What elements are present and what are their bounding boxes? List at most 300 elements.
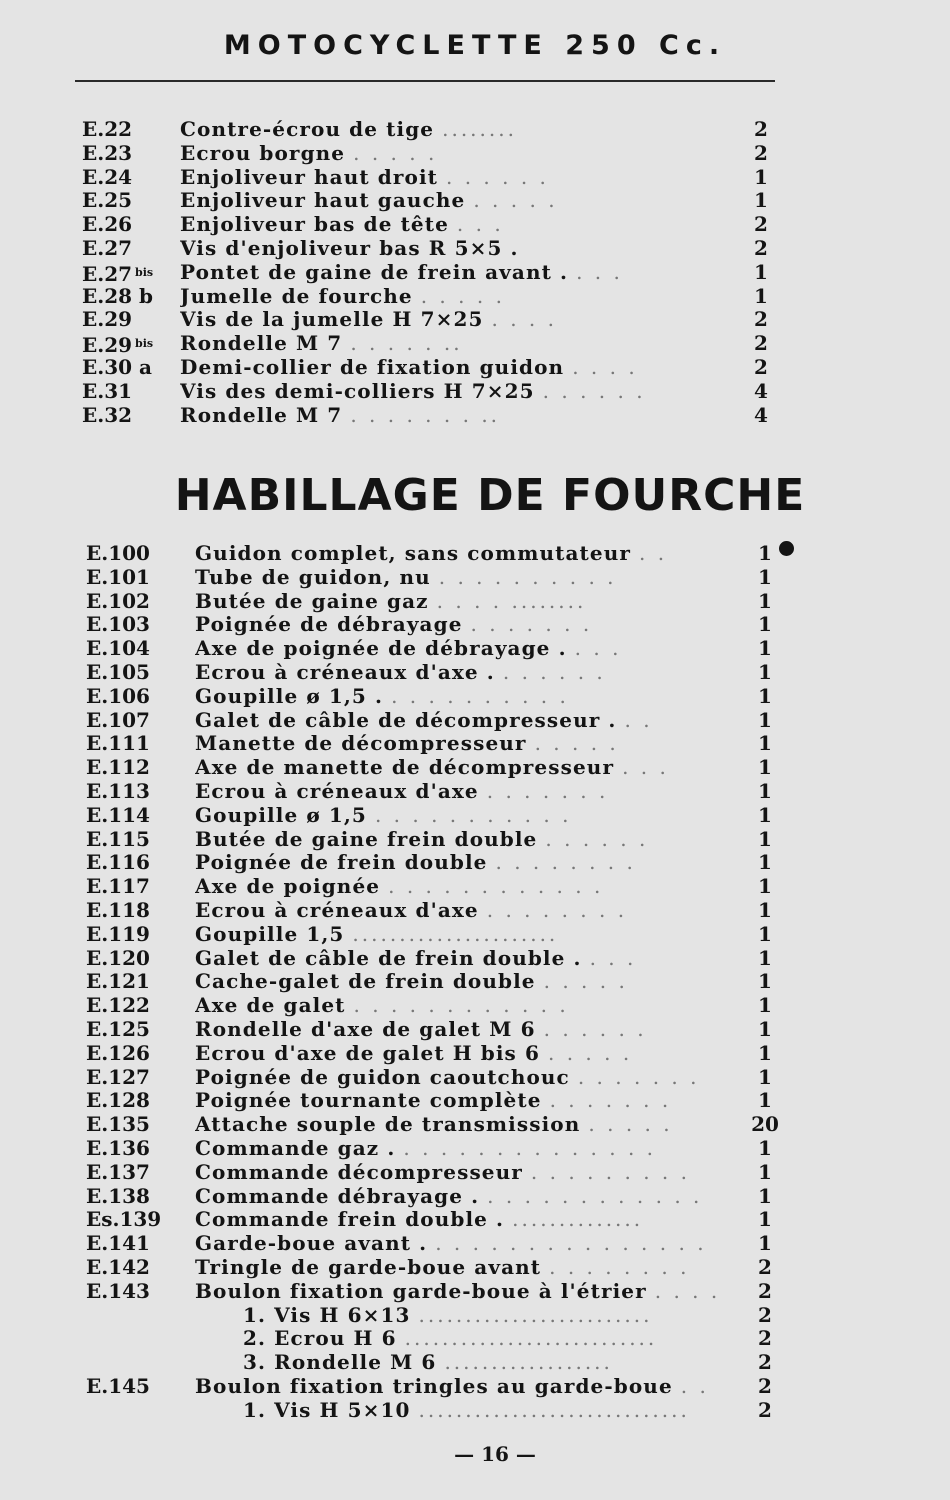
part-code-text: E.114 [86,802,150,827]
leader-dots: . . . . . . . [577,1065,700,1089]
part-quantity: 1 [758,945,772,970]
part-code-text: E.28 b [82,283,153,308]
part-description-text: Tube de guidon, nu [195,565,431,589]
leader-dots: . . . . . . [445,165,549,189]
part-row [0,685,950,709]
part-quantity: 1 [758,969,772,994]
part-code-text: E.135 [86,1112,150,1137]
part-description-text: Contre-écrou de tige [180,118,435,141]
part-description [195,685,725,709]
part-row [0,213,950,237]
part-row [0,542,950,566]
part-description-text: Manette de décompresseur [195,732,527,756]
leader-dots: . . [639,542,668,565]
part-code [82,166,132,190]
part-description [195,780,725,804]
parts-list-habillage [0,542,950,1422]
part-description [195,947,725,971]
part-row [0,1113,950,1137]
part-code-text: E.143 [86,1278,150,1303]
part-code [86,1208,161,1232]
part-description [195,804,725,828]
part-code [82,404,132,428]
part-code-text: E.105 [86,659,150,684]
header-rule [75,80,775,82]
leader-dots: ............................. [418,1398,690,1422]
page-number: — 16 — [454,1442,536,1466]
part-code [86,1256,150,1280]
part-row [0,875,950,899]
part-quantity: 1 [758,636,772,661]
part-code [86,661,150,685]
part-code-text: E.113 [86,778,150,803]
part-code [86,1185,150,1209]
leader-dots: . . . . . . . . . . . [374,803,572,827]
part-description [243,1351,723,1375]
leader-dots: .............. [512,1208,644,1232]
part-description-text: Ecrou d'axe de galet H bis 6 [195,1041,540,1065]
part-code-text: E.106 [86,683,150,708]
leader-dots: . . . . . . . . . . [391,684,569,708]
part-description [195,613,725,637]
part-quantity: 4 [754,402,768,427]
part-row [0,851,950,875]
part-row [0,709,950,733]
part-description-text: Commande frein double . [195,1208,505,1232]
part-row [0,590,950,614]
part-code [86,542,150,566]
part-quantity: 1 [758,778,772,803]
part-code-text: E.126 [86,1040,150,1065]
part-code-text: E.100 [86,541,150,565]
leader-dots: . . . . . [534,732,619,756]
running-head: MOTOCYCLETTE 250 Cc. [223,30,727,61]
part-row [0,1304,950,1328]
part-code [86,590,150,614]
part-row [0,613,950,637]
part-quantity: 2 [754,235,768,260]
part-row [0,732,950,756]
part-row [0,756,950,780]
part-quantity: 1 [758,1207,772,1232]
part-row [0,1351,950,1375]
part-row [0,661,950,685]
part-row [0,118,950,142]
part-row [0,356,950,380]
part-description [195,899,725,923]
part-description [195,1185,725,1209]
leader-dots: . . . . . [473,189,558,213]
part-quantity: 1 [758,659,772,684]
part-code [86,851,150,875]
part-quantity: 2 [754,331,768,356]
part-code [86,709,150,733]
part-row [0,308,950,332]
part-code-text: E.30 a [82,354,152,379]
part-row [0,1089,950,1113]
part-description [180,356,740,380]
part-row [0,566,950,590]
part-description [180,213,740,237]
part-description [180,308,740,332]
part-description-text: Rondelle d'axe de galet M 6 [195,1017,536,1041]
parts-list-fork [0,118,950,427]
part-quantity: 1 [758,1159,772,1184]
part-quantity: 4 [754,378,768,403]
leader-dots: . . . . . . . . [549,1255,690,1279]
part-description-text: Ecrou borgne [180,141,346,165]
part-quantity: 1 [758,921,772,946]
part-code-text: E.27 [82,261,133,286]
part-quantity: 1 [758,1016,772,1041]
part-quantity: 1 [758,1088,772,1113]
part-quantity: 1 [754,259,768,284]
part-row [0,899,950,923]
part-quantity: 1 [758,850,772,875]
part-description-text: Pontet de gaine de frein avant . [180,260,569,284]
leader-dots: . . [680,1374,709,1398]
leader-dots: . . . . [654,1279,721,1303]
part-row [0,1327,950,1351]
part-description [195,1161,725,1185]
part-row [0,780,950,804]
part-code [86,970,150,994]
leader-dots: . . . . . . [542,379,646,403]
part-code-text: E.103 [86,612,150,637]
part-description [243,1304,723,1328]
part-code-text: E.122 [86,993,150,1018]
part-code [82,189,132,213]
part-code-text: E.117 [86,874,150,899]
part-code-text: E.22 [82,117,133,141]
part-description [195,590,725,614]
part-code-suffix: bis [135,337,154,351]
part-code-text: E.25 [82,188,133,213]
part-description [195,1256,725,1280]
part-row [0,1185,950,1209]
part-code-text: E.102 [86,588,150,613]
part-description [180,237,740,261]
part-code-text: E.145 [86,1373,150,1398]
leader-dots: . . . . ........ [436,589,587,613]
part-code [86,1161,150,1185]
leader-dots: . . . [576,260,623,284]
part-description-text: Boulon fixation garde-boue à l'étrier [195,1279,647,1303]
part-description-text: Commande gaz . [195,1136,396,1160]
part-description [195,994,725,1018]
part-description [195,1375,725,1399]
section-title: HABILLAGE DE FOURCHE [174,470,806,521]
leader-dots: . . . . . . . . . . . . [353,994,569,1018]
part-description [180,380,740,404]
part-code [86,875,150,899]
part-code [82,285,153,309]
part-description [195,1113,725,1137]
part-description-text: Axe de poignée de débrayage . [195,637,567,661]
part-quantity: 1 [758,1135,772,1160]
part-description [180,166,740,190]
part-code [86,1042,150,1066]
part-code-text: E.112 [86,755,150,780]
part-code [86,899,150,923]
part-code-text: E.138 [86,1183,150,1208]
part-quantity: 1 [758,755,772,780]
part-description [195,637,725,661]
part-row [0,828,950,852]
part-code-text: E.26 [82,212,133,237]
part-description-text: Enjoliveur bas de tête [180,213,449,237]
part-description [195,709,725,733]
part-row [0,404,950,428]
part-row [0,1066,950,1090]
part-code [86,685,150,709]
part-description [195,1089,725,1113]
part-code-text: E.32 [82,402,133,427]
part-row [0,1280,950,1304]
part-description-text: Rondelle M 7 [180,403,343,427]
part-description-text: Poignée de frein double [195,851,488,875]
part-quantity: 1 [758,1064,772,1089]
part-description-text: Guidon complet, sans commutateur [195,542,632,565]
part-code [86,994,150,1018]
part-description-text: Jumelle de fourche [180,284,413,308]
part-code [86,1137,150,1161]
part-code-suffix: bis [135,265,154,279]
part-row [0,189,950,213]
part-description-text: Boulon fixation tringles au garde-boue [195,1374,673,1398]
part-description [195,828,725,852]
part-description [180,404,740,428]
part-description-text: Butée de gaine frein double [195,827,538,851]
part-quantity: 1 [758,683,772,708]
leader-dots: .................. [444,1351,613,1375]
part-description-text: Poignée de débrayage [195,613,463,637]
part-code [86,1089,150,1113]
part-description-text: Rondelle M 7 [180,332,343,356]
part-quantity: 2 [754,354,768,379]
part-row [0,237,950,261]
part-row [0,1375,950,1399]
part-code-text: E.137 [86,1159,150,1184]
part-quantity: 2 [758,1350,772,1375]
part-quantity: 1 [758,993,772,1018]
leader-dots: . . . . . . . . . . . . . . . [435,1232,707,1256]
part-description-text: Enjoliveur haut gauche [180,189,466,213]
part-description [195,566,725,590]
part-code-text: E.116 [86,850,150,875]
leader-dots: . . . . . . . [486,779,609,803]
part-row [0,994,950,1018]
part-quantity: 1 [758,707,772,732]
part-description-text: Ecrou à créneaux d'axe . [195,660,495,684]
part-description-text: Goupille ø 1,5 . [195,684,384,708]
part-row [0,1137,950,1161]
part-description-text: Garde-boue avant . [195,1232,428,1256]
part-code [86,637,150,661]
part-description-text: Ecrou à créneaux d'axe [195,779,479,803]
part-description [195,1232,725,1256]
part-description-text: Butée de gaine gaz [195,589,429,613]
part-code-text: E.27 [82,235,133,260]
part-description-text: Axe de galet [195,994,346,1018]
leader-dots: . . . [622,756,669,780]
part-code-text: E.24 [82,164,133,189]
part-code-text: E.141 [86,1231,150,1256]
part-code [86,613,150,637]
leader-dots: . . . . . . . . . . . . . . [403,1136,657,1160]
leader-dots: . . . . . .. [350,332,463,356]
part-code-text: E.111 [86,731,150,756]
part-quantity: 1 [754,164,768,189]
part-code-text: E.118 [86,897,150,922]
leader-dots: . . . . [491,308,558,332]
part-code [86,732,150,756]
part-description-text: Commande débrayage . [195,1184,480,1208]
part-description [195,1280,725,1304]
part-description-text: Vis des demi-colliers H 7×25 [180,379,535,403]
part-code [82,380,132,404]
part-description [195,1066,725,1090]
leader-dots: . . . . . . . .. [350,403,501,427]
leader-dots: . . . . . . . . [495,851,636,875]
leader-dots: . . . . . [548,1041,633,1065]
part-code-text: E.115 [86,826,150,851]
part-description [195,851,725,875]
part-code-text: E.121 [86,969,150,994]
part-description-text: Vis d'enjoliveur bas R 5×5 . [180,236,519,260]
part-code-text: E.107 [86,707,150,732]
leader-dots: . . . [574,637,622,661]
part-description-text: Poignée tournante complète [195,1089,542,1113]
part-code [82,308,132,332]
leader-dots: . . . . . [588,1113,673,1137]
part-quantity: 1 [758,802,772,827]
part-description [180,332,740,356]
part-quantity: 2 [758,1373,772,1398]
leader-dots: . . . . . [543,970,628,994]
part-quantity: 2 [754,117,768,141]
part-row [0,1018,950,1042]
part-quantity: 1 [758,1231,772,1256]
part-description-text: 1. Vis H 6×13 [243,1303,411,1327]
part-description [180,118,740,142]
leader-dots: . . . . . . . [470,613,593,637]
part-description-text: 3. Rondelle M 6 [243,1351,437,1375]
part-description [180,189,740,213]
part-row [0,1208,950,1232]
part-description-text: 1. Vis H 5×10 [243,1398,411,1422]
leader-dots: . . . . . [353,141,438,165]
leader-dots: . . . . . . . . . . . . [487,1184,703,1208]
part-description-text: Demi-collier de fixation guidon [180,355,565,379]
part-description-text: Commande décompresseur [195,1160,523,1184]
part-code [82,213,132,237]
part-quantity: 2 [758,1397,772,1422]
leader-dots: . . . [589,946,637,970]
leader-dots: ......................... [418,1303,653,1327]
part-quantity: 1 [758,897,772,922]
leader-dots: ...................... [352,922,559,946]
leader-dots: . . . . . . . . . [530,1160,690,1184]
part-code [82,356,152,380]
part-quantity: 2 [758,1278,772,1303]
leader-dots: . . . . . . . . . . . . [388,875,604,899]
part-quantity: 2 [758,1326,772,1351]
part-code-text: E.127 [86,1064,150,1089]
part-code [86,1280,150,1304]
part-description-text: Goupille ø 1,5 [195,803,367,827]
part-quantity: 1 [758,588,772,613]
part-description-text: Tringle de garde-boue avant [195,1255,542,1279]
part-description [195,1208,725,1232]
part-quantity: 2 [758,1254,772,1279]
part-description-text: Enjoliveur haut droit [180,165,438,189]
part-code [86,947,150,971]
part-description-text: 2. Ecrou H 6 [243,1327,397,1351]
part-code-text: E.128 [86,1088,150,1113]
part-quantity: 1 [758,826,772,851]
part-description [195,875,725,899]
part-quantity: 1 [754,283,768,308]
leader-dots: . . . . . . [545,827,649,851]
part-row [0,970,950,994]
part-code-text: E.120 [86,945,150,970]
part-description [180,285,740,309]
part-row [0,1042,950,1066]
part-quantity: 1 [758,1040,772,1065]
part-code-text: E.29 [82,307,133,332]
part-code [86,1232,150,1256]
part-quantity: 1 [758,612,772,637]
part-row [0,947,950,971]
leader-dots: . . . . . . [502,660,606,684]
part-quantity: 1 [758,731,772,756]
part-description [243,1399,723,1423]
leader-dots: . . . . . . . [549,1089,672,1113]
part-description-text: Goupille 1,5 [195,922,345,946]
part-description [195,542,725,566]
part-code [86,1066,150,1090]
leader-dots: . . . . [572,355,638,379]
part-code [86,1375,150,1399]
part-code-text: E.29 [82,333,133,358]
part-description-text: Axe de manette de décompresseur [195,756,615,780]
part-code-text: E.119 [86,921,150,946]
part-row [0,923,950,947]
part-row [0,332,950,356]
part-code-text: E.104 [86,636,150,661]
leader-dots: . . . . . . [543,1017,647,1041]
part-description-text: Ecrou à créneaux d'axe [195,898,479,922]
part-quantity: 2 [754,307,768,332]
part-row [0,142,950,166]
part-quantity: 20 [751,1112,779,1137]
part-code-text: E.136 [86,1135,150,1160]
part-code [82,118,132,142]
part-quantity: 2 [758,1302,772,1327]
part-code [86,923,150,947]
part-description-text: Galet de câble de décompresseur . [195,708,617,732]
part-row [0,1232,950,1256]
part-row [0,1399,950,1423]
part-code-text: E.142 [86,1254,150,1279]
leader-dots: ........................... [404,1327,658,1351]
part-code [82,142,132,166]
part-quantity: 2 [754,140,768,165]
part-code-text: Es.139 [86,1207,162,1232]
part-row [0,261,950,285]
part-quantity: 1 [758,874,772,899]
